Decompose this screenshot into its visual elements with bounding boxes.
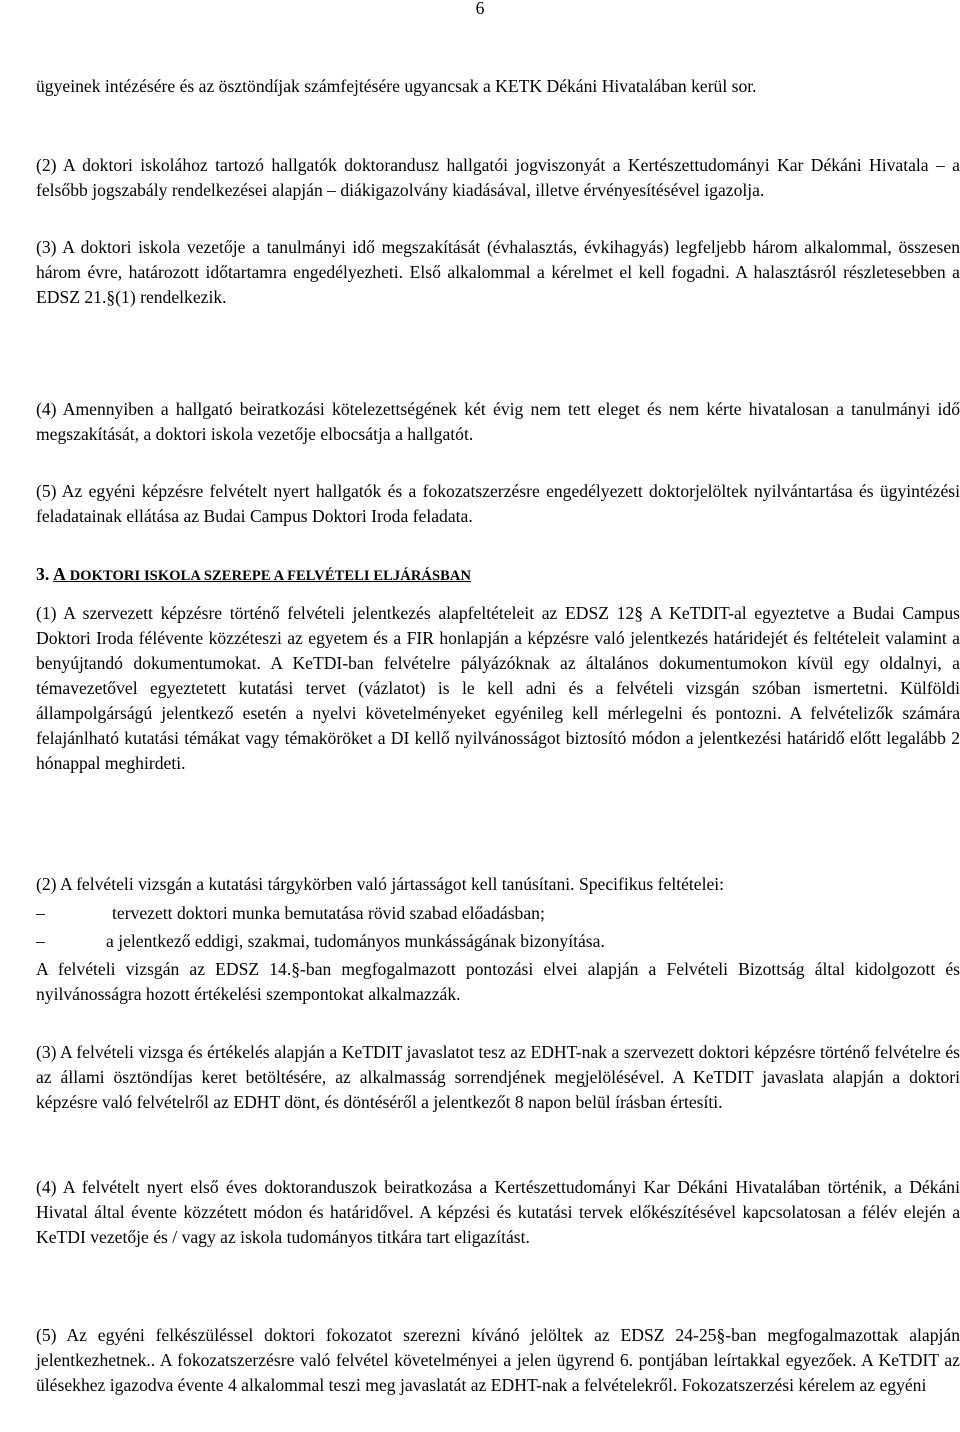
section-title-text: DOKTORI ISKOLA SZEREPE A FELVÉTELI ELJÁRÁSBAN bbox=[69, 568, 472, 584]
dash-bullet: – bbox=[36, 903, 45, 923]
list-item-text: a jelentkező eddigi, szakmai, tudományos munkásságának bizonyítása. bbox=[106, 931, 605, 951]
paragraph-2-3: (3) A doktori iskola vezetője a tanulmányi idő megszakítását (évhalasztás, évkihagyás) legfeljebb három alkalommal, összesen három évre, határozott időtartamra engedélyezheti. Első alkalommal a kérelmet el kell fogadni. A halasztásról részletesebben a EDSZ 21.§(1) rendelkezik. bbox=[36, 237, 960, 307]
section-title-initial: A bbox=[53, 564, 66, 584]
paragraph-3-3: (3) A felvételi vizsga és értékelés alapján a KeTDIT javaslatot tesz az EDHT-nak a szervezett doktori képzésre történő felvételre és az állami ösztöndíjas keret betöltésére, az alkalmasság sorrendjének megjelölésével. A KeTDIT javaslata alapján a doktori képzésre való felvételről az EDHT dönt, és döntéséről a jelentkezőt 8 napon belül írásban értesíti. bbox=[36, 1042, 960, 1112]
paragraph-2-2: (2) A doktori iskolához tartozó hallgatók doktorandusz hallgatói jogviszonyát a Kertészettudományi Kar Dékáni Hivatala – a felsőbb jogszabály rendelkezései alapján – diákigazolvány kiadásával, illetve érvényesítésével igazolja. bbox=[36, 155, 960, 200]
section-title bbox=[53, 564, 472, 584]
list-item bbox=[36, 929, 605, 954]
paragraph-3-4: (4) A felvételt nyert első éves doktoranduszok beiratkozása a Kertészettudományi Kar Dékáni Hivatalában történik, a Dékáni Hivatal által évente közzétett módon és határidővel. A képzési és kutatási tervek előkészítésével kapcsolatosan a félév elején a KeTDI vezetője és / vagy az iskola tudományos titkára tart eligazítást. bbox=[36, 1177, 960, 1247]
section-number: 3. bbox=[36, 564, 50, 584]
section-3-heading bbox=[36, 562, 471, 589]
paragraph-2-4: (4) Amennyiben a hallgató beiratkozási kötelezettségének két évig nem tett eleget és nem kérte hivatalosan a tanulmányi idő megszakítását, a doktori iskola vezetője elbocsátja a hallgatót. bbox=[36, 399, 960, 444]
paragraph-3-2-intro: (2) A felvételi vizsgán a kutatási tárgykörben való jártasságot kell tanúsítani. Specifikus feltételei: bbox=[36, 874, 725, 894]
list-item bbox=[36, 901, 545, 926]
paragraph-intro: ügyeinek intézésére és az ösztöndíjak számfejtésére ugyancsak a KETK Dékáni Hivatalában kerül sor. bbox=[36, 76, 757, 96]
page-number: 6 bbox=[475, 0, 485, 18]
paragraph-3-1: (1) A szervezett képzésre történő felvételi jelentkezés alapfeltételeit az EDSZ 12§ A KeTDIT-al egyeztetve a Budai Campus Doktori Iroda félévente közzéteszi az egyetem és a FIR honlapján a képzésre való jelentkezés határidejét és feltételeit valamint a benyújtandó dokumentumokat. A KeTDI-ban felvételre pályázóknak az általános dokumentumokon kívül egy oldalnyi, a témavezetővel egyeztetett kutatási tervet (vázlatot) is le kell adni és a felvételi vizsgán szóban ismertetni. Külföldi állampolgárságú jelentkező esetén a nyelvi követelményeket egyénileg kell mérlegelni és pontozni. A felvételizők számára felajánlható kutatási témákat vagy témaköröket a DI kellő nyilvánosságot biztosító módon a jelentkezési határidő előtt legalább 2 hónappal meghirdeti. bbox=[36, 603, 960, 773]
paragraph-2-5: (5) Az egyéni képzésre felvételt nyert hallgatók és a fokozatszerzésre engedélyezett doktorjelöltek nyilvántartása és ügyintézési feladatainak ellátása az Budai Campus Doktori Iroda feladata. bbox=[36, 481, 960, 526]
list-item-text: tervezett doktori munka bemutatása rövid szabad előadásban; bbox=[112, 903, 545, 923]
paragraph-3-2-after: A felvételi vizsgán az EDSZ 14.§-ban megfogalmazott pontozási elvei alapján a Felvételi Bizottság által kidolgozott és nyilvánosságra hozott értékelési szempontokat alkalmazzák. bbox=[36, 959, 960, 1004]
dash-bullet: – bbox=[36, 931, 45, 951]
paragraph-3-5: (5) Az egyéni felkészüléssel doktori fokozatot szerezni kívánó jelöltek az EDSZ 24-25§-ban megfogalmazottak alapján jelentkezhetnek.. A fokozatszerzésre való felvétel követelményei a jelen ügyrend 6. pontjában leírtakkal egyezőek. A KeTDIT az ülésekhez igazodva évente 4 alkalommal teszi meg javaslatát az EDHT-nak a felvételekről. Fokozatszerzési kérelem az egyéni bbox=[36, 1325, 960, 1395]
